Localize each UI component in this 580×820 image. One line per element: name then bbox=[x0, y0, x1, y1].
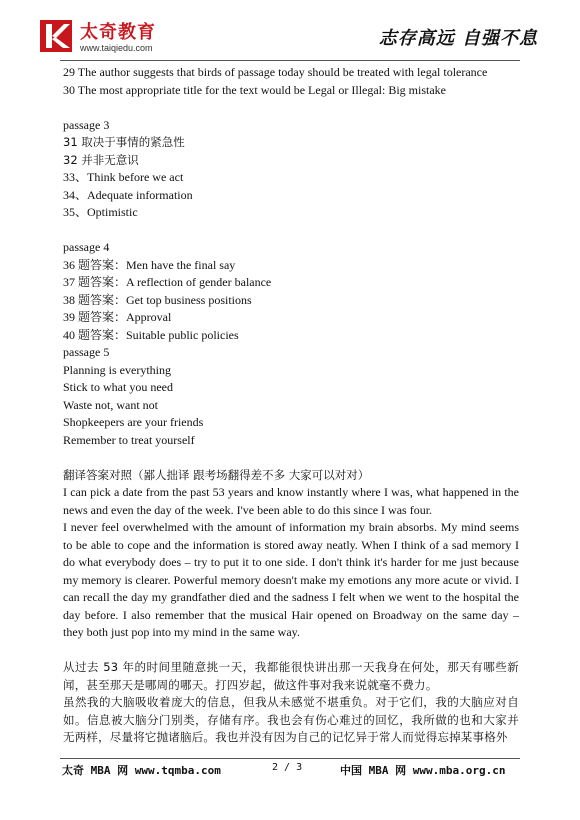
passage4-item: 40 题答案：Suitable public policies bbox=[63, 327, 239, 342]
header-divider bbox=[60, 60, 520, 61]
translation-zh-paragraph-2: 虽然我的大脑吸收着庞大的信息，但我从未感觉不堪重负。对于它们，我的大脑应对自如。信息被大脑分门别类，存储有序。我也会有伤心难过的回忆，我所做的也和大家并无两样，尽量将它抛诸脑后。我也并没有因为自己的记忆异于常人而觉得忘掉某事格外 bbox=[63, 695, 519, 744]
passage4-item: 38 题答案：Get top business positions bbox=[63, 292, 252, 307]
translation-en-paragraph-1: I can pick a date from the past 53 years and know instantly where I was, what happened in the news and even the day of the week. I've been able to do this since I was four. bbox=[63, 485, 519, 517]
translation-en-paragraph-2: I never feel overwhelmed with the amount of information my brain absorbs. My mind seems to be able to cope and the information is stored away neatly. When I think of a sad memory I do what everybody does – try to put it to one side. I don't think it's harder for me just because my memory is clearer. Powerful memory doesn't make my emotions any more acute or vivid. I can recall the day my grandfather died and the sadness I felt when we went to the hospital the day before. I also remember that the musical Hair opened on Broadway on the same day – they both just pop into my mind in the same way. bbox=[63, 520, 519, 639]
passage3-title: passage 3 bbox=[63, 117, 110, 132]
passage3-item: 35、Optimistic bbox=[63, 205, 138, 219]
passage3-item: 31 取决于事情的紧急性 bbox=[63, 135, 185, 149]
footer-left-link: 太奇 MBA 网 www.tqmba.com bbox=[62, 764, 221, 777]
passage5-item: Waste not, want not bbox=[63, 397, 159, 412]
page-header bbox=[0, 0, 580, 62]
brand-name: 太奇教育 bbox=[80, 22, 156, 43]
page-number: 2 / 3 bbox=[272, 762, 303, 773]
passage5-item: Remember to treat yourself bbox=[63, 432, 195, 447]
passage3-item: 32 并非无意识 bbox=[63, 152, 139, 167]
passage4-item: 39 题答案：Approval bbox=[63, 310, 172, 324]
footer-divider bbox=[60, 758, 520, 759]
passage4-title: passage 4 bbox=[63, 240, 110, 254]
document-body bbox=[63, 64, 519, 747]
answer-line-30: 30 The most appropriate title for the text would be Legal or Illegal: Big mistake bbox=[63, 82, 447, 97]
slogan: 志存高远 自强不息 bbox=[378, 28, 538, 49]
translation-heading: 翻译答案对照（鄙人拙译 跟考场翻得差不多 大家可以对对） bbox=[63, 467, 370, 482]
translation-zh-paragraph-1: 从过去 53 年的时间里随意挑一天，我都能很快讲出那一天我身在何处，那天有哪些新闻，甚至那天是哪周的哪天。打四岁起，做这件事对我来说就毫不费力。 bbox=[63, 660, 519, 692]
answer-line-29: 29 The author suggests that birds of passage today should be treated with legal tolerance bbox=[63, 65, 488, 79]
passage4-item: 37 题答案：A reflection of gender balance bbox=[63, 275, 272, 289]
footer-right-link: 中国 MBA 网 www.mba.org.cn bbox=[340, 764, 506, 777]
passage5-title: passage 5 bbox=[63, 345, 110, 359]
taiqi-logo-icon bbox=[40, 20, 72, 52]
passage3-item: 33、Think before we act bbox=[63, 170, 184, 184]
page-footer bbox=[60, 758, 520, 777]
passage4-item: 36 题答案：Men have the final say bbox=[63, 257, 236, 272]
passage5-item: Stick to what you need bbox=[63, 380, 173, 394]
passage5-item: Planning is everything bbox=[63, 362, 171, 377]
passage3-item: 34、Adequate information bbox=[63, 187, 193, 202]
brand-url: www.taiqiedu.com bbox=[80, 43, 153, 53]
passage5-item: Shopkeepers are your friends bbox=[63, 415, 204, 429]
